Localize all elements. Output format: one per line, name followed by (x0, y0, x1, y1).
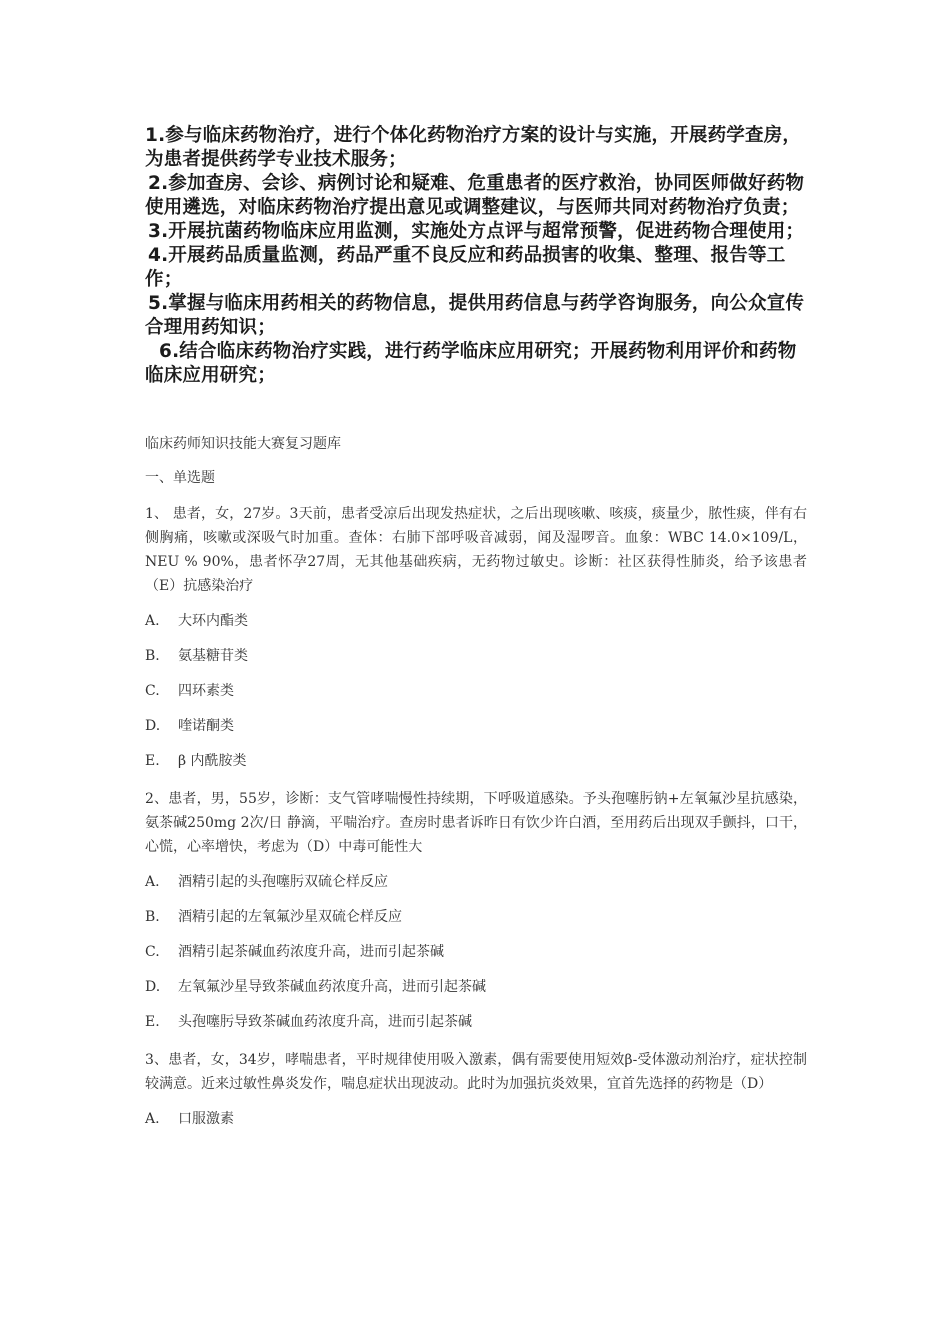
option-d (145, 714, 950, 738)
question-1 (145, 502, 950, 773)
option-key: E. (145, 753, 160, 769)
question-bank-title: 临床药师知识技能大赛复习题库 (145, 436, 341, 452)
section-heading: 一、单选题 (145, 470, 215, 486)
question-stem: 3、患者，女，34岁，哮喘患者，平时规律使用吸入激素，偶有需要使用短效β-受体激动剂治疗，症状控制较满意。近来过敏性鼻炎发作，喘息症状出现波动。此时为加强抗炎效果，宜首先选择的药物是（D） (145, 1052, 807, 1092)
option-key: C. (145, 683, 160, 699)
option-e (145, 749, 950, 773)
option-b (145, 905, 950, 929)
option-text: 四环素类 (178, 683, 234, 699)
option-text: 酒精引起的左氧氟沙星双硫仑样反应 (178, 909, 402, 925)
duty-6: 6.结合临床药物治疗实践，进行药学临床应用研究；开展药物利用评价和药物临床应用研究； (145, 341, 797, 386)
pharmacist-duties (145, 124, 810, 388)
option-key: A. (145, 1111, 160, 1127)
option-d (145, 975, 950, 999)
option-text: 头孢噻肟导致茶碱血药浓度升高，进而引起茶碱 (178, 1014, 472, 1030)
option-key: B. (145, 648, 160, 664)
option-b (145, 644, 950, 668)
option-key: B. (145, 909, 160, 925)
option-a (145, 609, 950, 633)
option-text: 口服激素 (178, 1111, 234, 1127)
question-3 (145, 1048, 950, 1131)
duty-5: 5.掌握与临床用药相关的药物信息，提供用药信息与药学咨询服务，向公众宣传合理用药知识； (145, 293, 805, 338)
option-key: D. (145, 979, 161, 995)
question-stem: 1、 患者，女，27岁。3天前，患者受凉后出现发热症状，之后出现咳嗽、咳痰，痰量少，脓性痰，伴有右侧胸痛，咳嗽或深吸气时加重。查体：右肺下部呼吸音减弱，闻及湿啰音。血象：WBC 14.0×109/L，NEU % 90%，患者怀孕27周，无其他基础疾病，无药物过敏史。诊断：社区获得性肺炎，给予该患者（E）抗感染治疗 (145, 506, 807, 594)
question-2 (145, 787, 950, 1034)
option-a (145, 1107, 950, 1131)
option-key: C. (145, 944, 160, 960)
option-text: 氨基糖苷类 (178, 648, 248, 664)
option-e (145, 1010, 950, 1034)
question-stem: 2、患者，男，55岁，诊断：支气管哮喘慢性持续期，下呼吸道感染。予头孢噻肟钠+左氧氟沙星抗感染，氨茶碱250mg 2次/日 静滴，平喘治疗。查房时患者诉昨日有饮少许白酒，至用药后出现双手颤抖，口干，心慌，心率增快，考虑为（D）中毒可能性大 (145, 791, 807, 855)
option-text: β 内酰胺类 (178, 753, 247, 769)
option-key: E. (145, 1014, 160, 1030)
duty-3: 3.开展抗菌药物临床应用监测，实施处方点评与超常预警，促进药物合理使用； (148, 221, 805, 242)
option-key: A. (145, 874, 160, 890)
option-text: 喹诺酮类 (178, 718, 234, 734)
duty-1: 1.参与临床药物治疗，进行个体化药物治疗方案的设计与实施，开展药学查房，为患者提供药学专业技术服务； (145, 125, 802, 170)
option-key: D. (145, 718, 161, 734)
duty-2: 2.参加查房、会诊、病例讨论和疑难、危重患者的医疗救治，协同医师做好药物使用遴选，对临床药物治疗提出意见或调整建议，与医师共同对药物治疗负责； (145, 173, 805, 218)
option-text: 酒精引起的头孢噻肟双硫仑样反应 (178, 874, 388, 890)
option-text: 酒精引起茶碱血药浓度升高，进而引起茶碱 (178, 944, 444, 960)
option-key: A. (145, 613, 160, 629)
option-c (145, 679, 950, 703)
option-text: 左氧氟沙星导致茶碱血药浓度升高，进而引起茶碱 (178, 979, 486, 995)
option-c (145, 940, 950, 964)
duty-4: 4.开展药品质量监测，药品严重不良反应和药品损害的收集、整理、报告等工作； (145, 245, 786, 290)
option-text: 大环内酯类 (178, 613, 248, 629)
option-a (145, 870, 950, 894)
